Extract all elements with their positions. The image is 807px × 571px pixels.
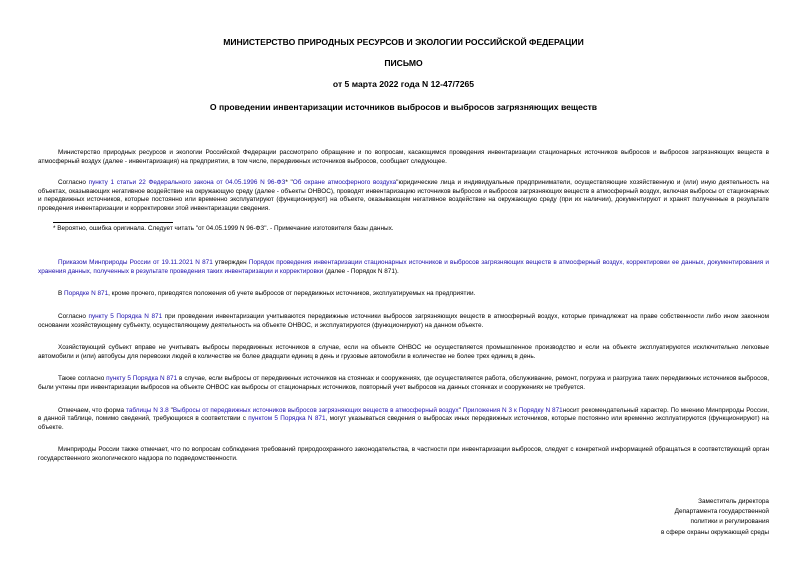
signature-line: в сфере охраны окружающей среды [660,528,769,536]
paragraph-5-text: при проведении инвентаризации учитываются передвижные источники выбросов загрязняющих веществ в атмосферный воздух, которые принадлежат на праве собственности либо ином законном основании хозяйствующему субъекту, осуществляющему деятельность на объекте ОНВОС, и эксплуатируются (функционируют) на данном объекте. [38,312,769,329]
paragraph-7-text: в случае, если выбросы от передвижных источников на стоянках и сооружениях, где осуществляется работа, обслуживание, ремонт, погрузка и разгрузка таких передвижных источников выбросов, были учтены при инвентаризации выбросов на объекте ОНВОС как выбросы от стационарных источников, повторный учет выбросов на данных стоянках и сооружениях не требуется. [38,375,769,391]
paragraph-2-text: * " [285,179,293,187]
signature-block [661,497,769,538]
procedure-871-link[interactable]: Порядке N 871 [64,290,109,298]
paragraph-6: Хозяйствующий субъект вправе не учитывать выбросы передвижных источников в случае, если на объекте ОНВОС не осуществляется промышленное производство и если на объекте эксплуатируются исключительно легковые автомобили и (или) автобусы для перевозки людей в количестве не более двадцати единиц в день и грузовые автомобили в количестве не более трех единиц в день. [38,344,769,360]
paragraph-4 [38,290,769,299]
procedure-point-5-link[interactable]: пункту 5 Порядка N 871 [106,375,178,383]
paragraph-5 [38,313,769,330]
paragraph-3-text: утвержден [212,259,249,267]
paragraph-5-text: Согласно [58,312,89,320]
law-title-link[interactable]: Об охране атмосферного воздуха [292,179,397,187]
document-subject: О проведении инвентаризации источников выбросов и выбросов загрязняющих веществ [209,102,598,112]
paragraph-7 [38,375,769,392]
ministry-title: МИНИСТЕРСТВО ПРИРОДНЫХ РЕСУРСОВ И ЭКОЛОГИИ РОССИЙСКОЙ ФЕДЕРАЦИИ [223,37,584,47]
procedure-point-5-link[interactable]: пункту 5 Порядка N 871 [88,312,163,320]
paragraph-4-text: , кроме прочего, приводятся положения об учете выбросов от передвижных источников, эксплуатируемых на предприятии. [108,290,476,298]
document-date-number: от 5 марта 2022 года N 12-47/7265 [332,79,475,89]
paragraph-3-text: (далее - Порядок N 871). [323,267,399,275]
paragraph-8 [38,407,769,433]
paragraph-2-text: Согласно [58,179,89,187]
paragraph-1: Министерство природных ресурсов и экологии Российской Федерации рассмотрело обращение и по вопросам, касающимся проведения инвентаризации стационарных источников выбросов и выбросов загрязняющих веществ в атмосферный воздух (далее - инвентаризация) на предприятии, в том числе, передвижных источников выбросов, сообщает следующее. [38,149,769,165]
signature-line: Заместитель директора [698,498,769,505]
appendix-3-link[interactable]: Приложения N 3 к Порядку N 871 [462,406,563,414]
paragraph-9: Минприроды России также отмечает, что по вопросам соблюдения требований природоохранного законодательства, в частности при инвентаризации выбросов, следует с конкретной информацией обращаться в соответствующий орган государственного экологического надзора по подведомственности. [38,446,769,462]
table-title-link[interactable]: Выбросы от передвижных источников выбросов загрязняющих веществ в атмосферный воздух [172,406,459,414]
paragraph-2 [38,179,769,213]
signature-line: политики и регулирования [690,518,769,526]
paragraph-7-text: Также согласно [58,375,107,383]
paragraph-4-text: В [58,290,65,298]
law-link[interactable]: пункту 1 статьи 22 Федерального закона от 04.05.1996 N 96-ФЗ [88,179,286,187]
paragraph-8-text: носит рекомендательный характер. По мнению Минприроды России, в данной таблице, помимо сведений, требующихся в соответствии с [38,406,770,423]
paragraph-8-text: Отмечаем, что форма [58,406,127,414]
paragraph-8-text: " [458,406,463,414]
footnote-divider [53,222,173,223]
order-link[interactable]: Приказом Минприроды России от 19.11.2021 N 871 [58,259,213,267]
signature-line: Департамента государственной [674,508,769,516]
paragraph-2-text: "юридические лица и индивидуальные предприниматели, осуществляющие хозяйственную и (или) иную деятельность на объектах, оказывающих негативное воздействие на окружающую среду (далее - объекты ОНВОС), проводят инвентаризацию источников выбросов и выбросов загрязняющих веществ в атмосферный воздух, включая выбросы от стационарных и передвижных источников, которые постоянно или временно эксплуатируют (функционируют) на объекте, оказывающем негативное воздействие на окружающую среду (при их наличии), документируют и хранят полученные в результате проведения инвентаризации и корректировки этой инвентаризации сведения. [38,179,770,212]
table-3-8-link[interactable]: таблицы N 3.8 [126,406,169,414]
paragraph-3 [38,259,769,276]
paragraph-8-text: " [168,406,173,414]
paragraph-8-text: , могут указываться сведения о выбросах иных передвижных источников, которые постоянно или временно эксплуатируются (функционируют) на объекте. [38,415,769,431]
document-type: ПИСЬМО [384,58,423,68]
procedure-link[interactable]: Порядок проведения инвентаризации стационарных источников и выбросов загрязняющих веществ в атмосферный воздух, корректировки ее данных, документирования и хранения данных, полученных в результате проведения таких инвентаризации и корректировки [38,259,769,275]
footnote: * Вероятно, ошибка оригинала. Следует читать "от 04.05.1999 N 96-ФЗ". - Примечание изготовителя базы данных. [53,224,394,232]
procedure-point-5-link[interactable]: пунктом 5 Порядка N 871 [248,415,326,423]
